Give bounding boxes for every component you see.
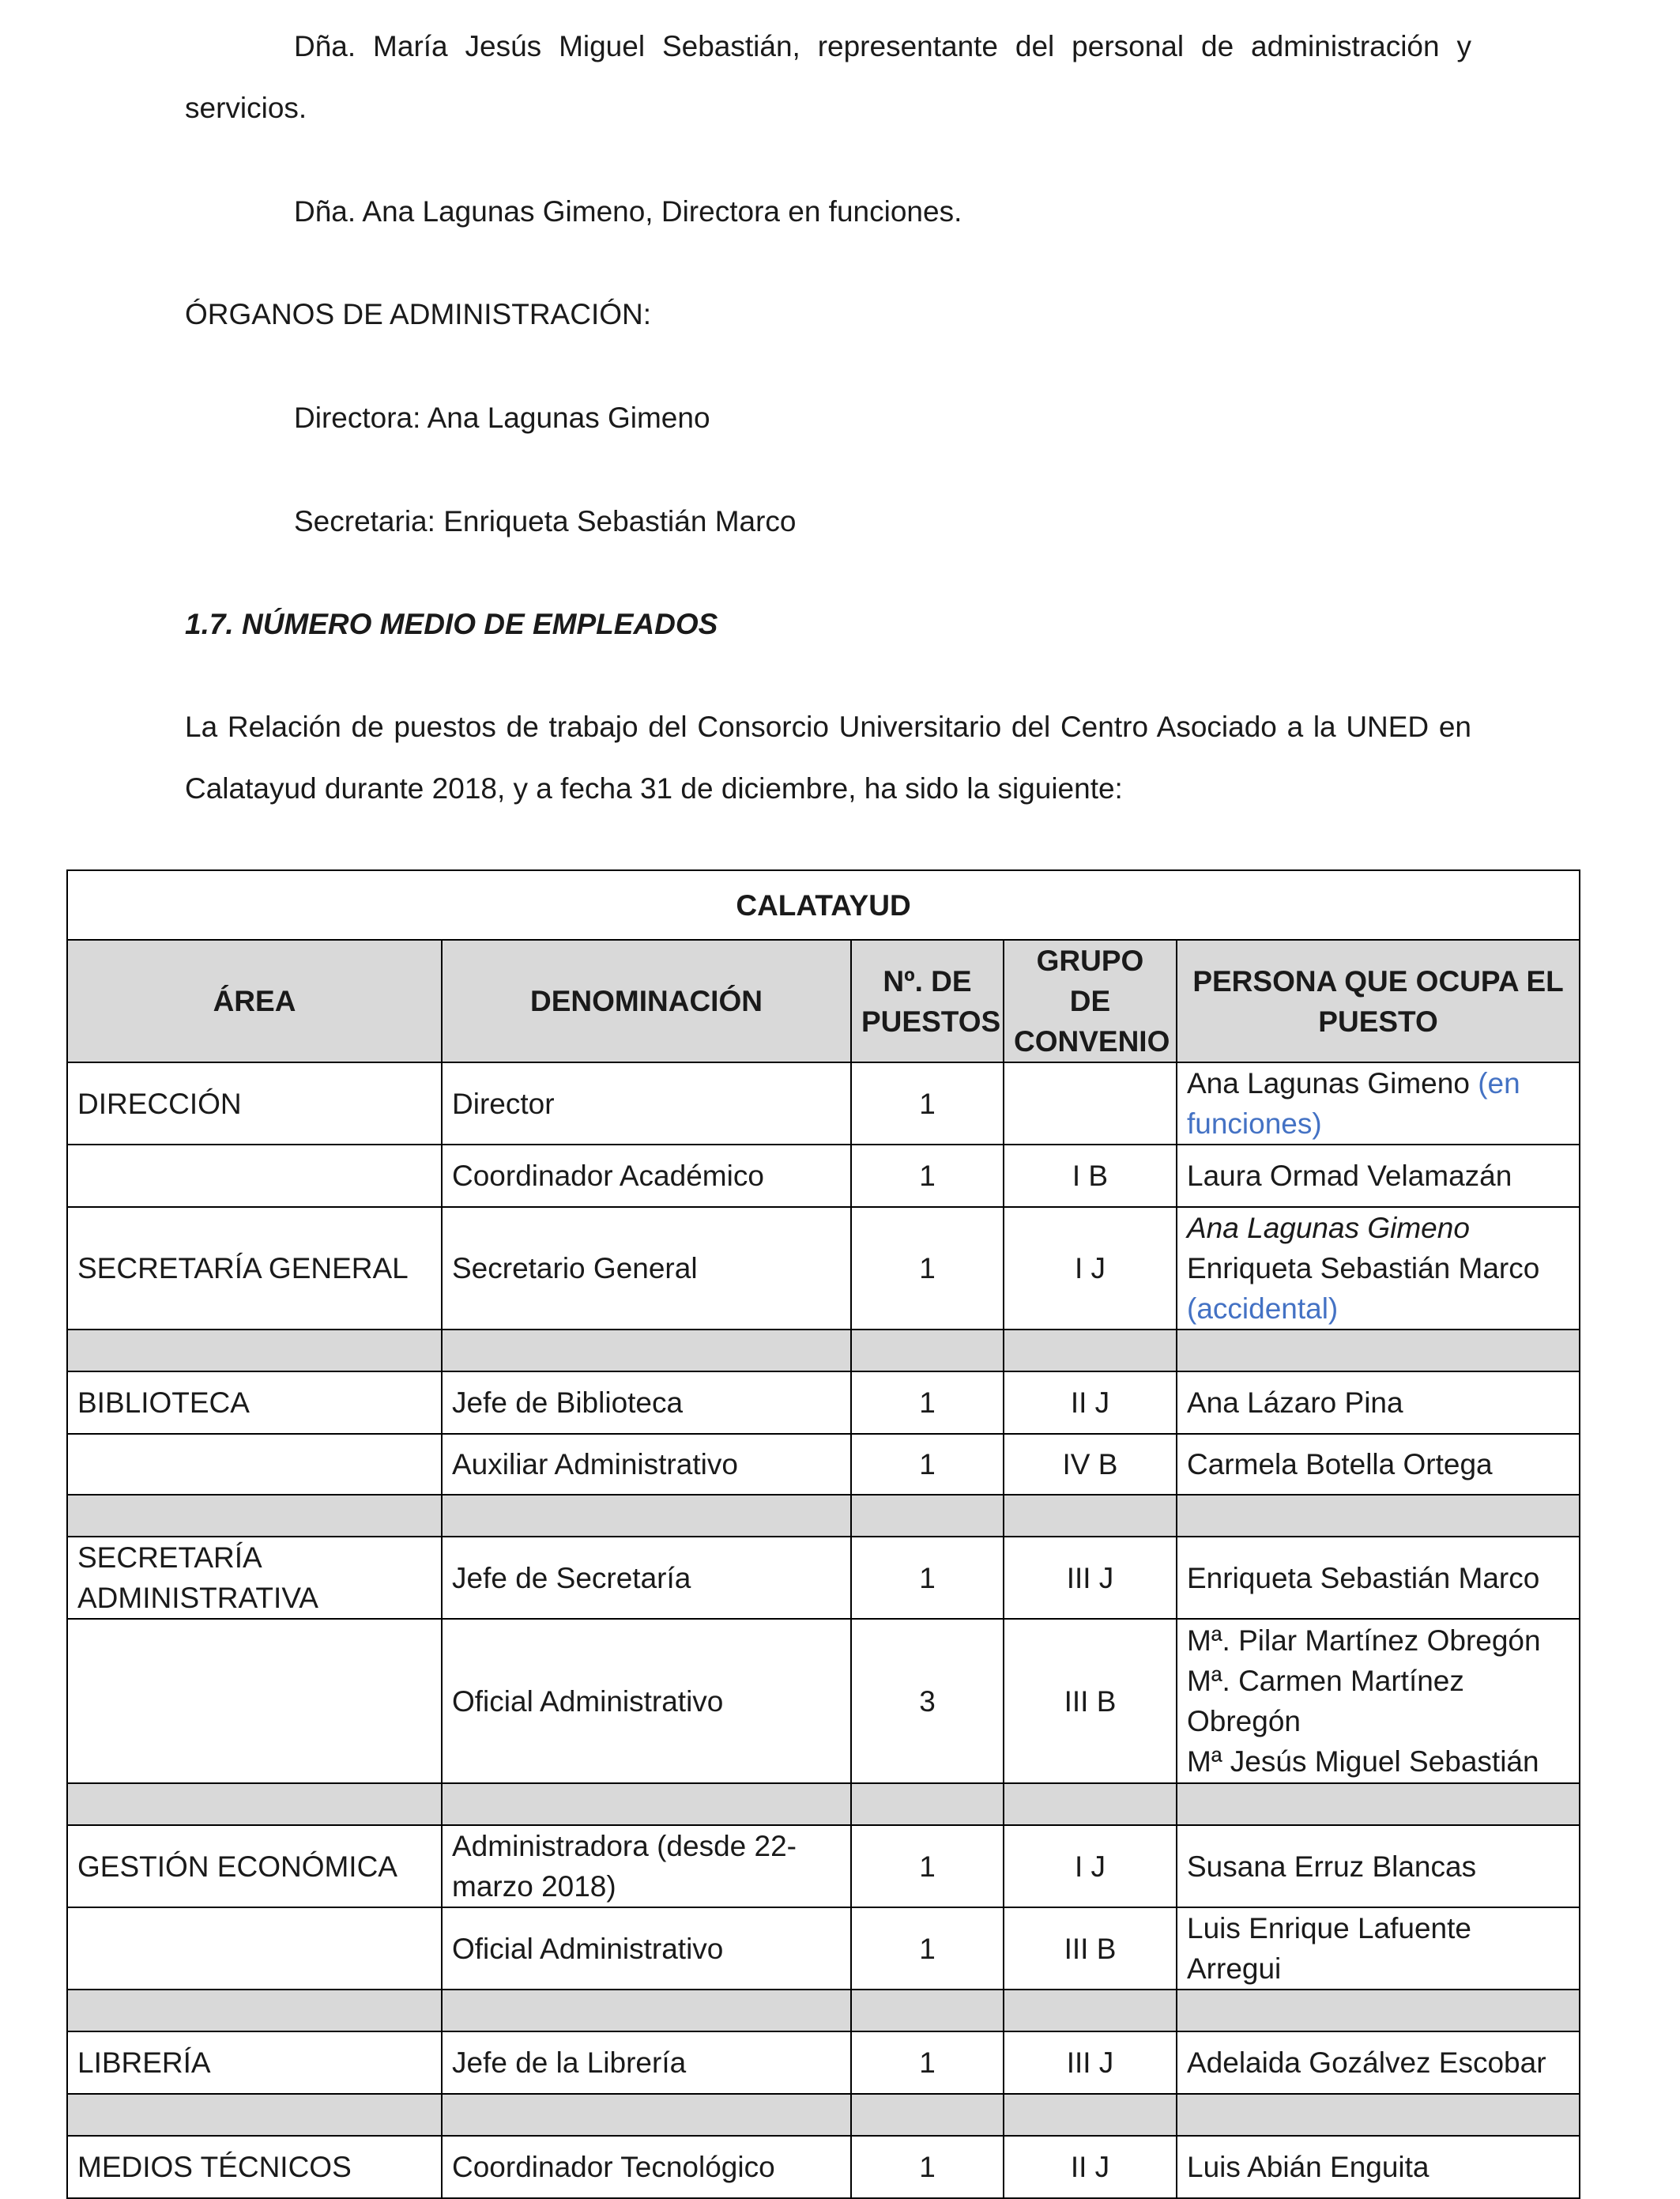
separator-row	[67, 1990, 1580, 2031]
cell-area: BIBLIOTECA	[67, 1371, 442, 1434]
cell-denominacion: Oficial Administrativo	[442, 1907, 851, 1990]
table-title-row	[67, 870, 1580, 940]
cell-area: DIRECCIÓN	[67, 1062, 442, 1145]
cell-grupo: III B	[1004, 1619, 1177, 1783]
header-grupo	[1004, 940, 1177, 1062]
separator-row	[67, 1330, 1580, 1371]
cell-grupo: III J	[1004, 2031, 1177, 2094]
cell-persona: Ana Lázaro Pina	[1177, 1371, 1580, 1434]
cell-grupo: I B	[1004, 1145, 1177, 1207]
cell-area: GESTIÓN ECONÓMICA	[67, 1825, 442, 1907]
cell-grupo	[1004, 1062, 1177, 1145]
persona-name: Mª Jesús Miguel Sebastián	[1187, 1745, 1539, 1778]
header-persona-line2: PUESTO	[1318, 1005, 1438, 1038]
table-row	[67, 1825, 1580, 1907]
intro-line1: La Relación de puestos de trabajo del Consorcio Universitario del Centro Asociado a la UNED en	[185, 711, 1471, 743]
cell-persona: Luis Enrique Lafuente Arregui	[1177, 1907, 1580, 1990]
cell-denominacion: Coordinador Académico	[442, 1145, 851, 1207]
cell-puestos: 1	[851, 1062, 1004, 1145]
cell-grupo: II J	[1004, 1371, 1177, 1434]
cell-area: LIBRERÍA	[67, 2031, 442, 2094]
cell-denominacion: Jefe de Biblioteca	[442, 1371, 851, 1434]
cell-persona: Enriqueta Sebastián Marco	[1177, 1537, 1580, 1619]
directora-line: Directora: Ana Lagunas Gimeno	[294, 402, 710, 434]
cell-grupo: I J	[1004, 1207, 1177, 1330]
header-grupo-line2: CONVENIO	[1014, 1025, 1170, 1058]
cell-puestos: 1	[851, 1434, 1004, 1495]
cell-puestos: 1	[851, 1825, 1004, 1907]
cell-puestos: 1	[851, 1145, 1004, 1207]
cell-area: SECRETARÍA ADMINISTRATIVA	[67, 1537, 442, 1619]
intro-line2: Calatayud durante 2018, y a fecha 31 de diciembre, ha sido la siguiente:	[185, 772, 1123, 805]
paragraph-directora-funciones: Dña. Ana Lagunas Gimeno, Directora en funciones.	[294, 195, 962, 228]
cell-area	[67, 1145, 442, 1207]
table-row	[67, 1145, 1580, 1207]
cell-persona: Laura Ormad Velamazán	[1177, 1145, 1580, 1207]
table-header-row	[67, 940, 1580, 1062]
cell-grupo: III J	[1004, 1537, 1177, 1619]
cell-persona	[1177, 1062, 1580, 1145]
separator-row	[67, 2094, 1580, 2136]
header-puestos-line1: Nº. DE	[883, 964, 972, 998]
persona-name: Enriqueta Sebastián Marco	[1187, 1252, 1540, 1284]
table-row	[67, 1434, 1580, 1495]
cell-denominacion: Coordinador Tecnológico	[442, 2136, 851, 2198]
secretaria-line: Secretaria: Enriqueta Sebastián Marco	[294, 505, 797, 537]
cell-grupo: II J	[1004, 2136, 1177, 2198]
cell-denominacion: Secretario General	[442, 1207, 851, 1330]
cell-area	[67, 1619, 442, 1783]
cell-persona	[1177, 1619, 1580, 1783]
persona-name-italic: Ana Lagunas Gimeno	[1187, 1212, 1470, 1244]
cell-puestos: 1	[851, 1537, 1004, 1619]
cell-denominacion: Director	[442, 1062, 851, 1145]
cell-puestos: 3	[851, 1619, 1004, 1783]
header-persona-line1: PERSONA QUE OCUPA EL	[1192, 964, 1564, 998]
cell-persona: Susana Erruz Blancas	[1177, 1825, 1580, 1907]
separator-row	[67, 1783, 1580, 1825]
header-denominacion: DENOMINACIÓN	[442, 940, 851, 1062]
persona-name: Mª. Pilar Martínez Obregón	[1187, 1624, 1541, 1657]
header-persona	[1177, 940, 1580, 1062]
separator-row	[67, 1495, 1580, 1537]
paragraph-representante-line1: Dña. María Jesús Miguel Sebastián, representante del personal de administración y	[294, 30, 1471, 62]
table-row	[67, 1062, 1580, 1145]
header-area: ÁREA	[67, 940, 442, 1062]
header-grupo-line1: GRUPO DE	[1036, 945, 1144, 1017]
table-row	[67, 1619, 1580, 1783]
cell-denominacion: Administradora (desde 22-marzo 2018)	[442, 1825, 851, 1907]
cell-persona: Adelaida Gozálvez Escobar	[1177, 2031, 1580, 2094]
cell-denominacion: Oficial Administrativo	[442, 1619, 851, 1783]
cell-grupo: IV B	[1004, 1434, 1177, 1495]
cell-grupo: I J	[1004, 1825, 1177, 1907]
table-row	[67, 2136, 1580, 2198]
cell-puestos: 1	[851, 2136, 1004, 2198]
cell-area	[67, 1434, 442, 1495]
cell-persona	[1177, 1207, 1580, 1330]
cell-puestos: 1	[851, 1371, 1004, 1434]
organos-heading: ÓRGANOS DE ADMINISTRACIÓN:	[185, 298, 652, 330]
table-row	[67, 1537, 1580, 1619]
paragraph-representante-line2: servicios.	[185, 92, 307, 124]
table-row	[67, 1207, 1580, 1330]
cell-denominacion: Auxiliar Administrativo	[442, 1434, 851, 1495]
cell-area: SECRETARÍA GENERAL	[67, 1207, 442, 1330]
cell-puestos: 1	[851, 2031, 1004, 2094]
table-row	[67, 1371, 1580, 1434]
cell-grupo: III B	[1004, 1907, 1177, 1990]
persona-note: (accidental)	[1187, 1292, 1339, 1325]
header-puestos	[851, 940, 1004, 1062]
puestos-table	[66, 869, 1580, 2199]
cell-persona: Carmela Botella Ortega	[1177, 1434, 1580, 1495]
cell-area: MEDIOS TÉCNICOS	[67, 2136, 442, 2198]
persona-name: Mª. Carmen Martínez Obregón	[1187, 1665, 1464, 1737]
table-row	[67, 1907, 1580, 1990]
header-puestos-line2: PUESTOS	[861, 1005, 1001, 1038]
table-title: CALATAYUD	[67, 870, 1580, 940]
persona-name: Ana Lagunas Gimeno	[1187, 1067, 1478, 1100]
cell-persona: Luis Abián Enguita	[1177, 2136, 1580, 2198]
persona-note: (en funciones)	[1187, 1067, 1520, 1140]
cell-area	[67, 1907, 442, 1990]
cell-denominacion: Jefe de la Librería	[442, 2031, 851, 2094]
cell-puestos: 1	[851, 1207, 1004, 1330]
section-heading: 1.7. NÚMERO MEDIO DE EMPLEADOS	[185, 608, 718, 640]
cell-denominacion: Jefe de Secretaría	[442, 1537, 851, 1619]
table-row	[67, 2031, 1580, 2094]
cell-puestos: 1	[851, 1907, 1004, 1990]
